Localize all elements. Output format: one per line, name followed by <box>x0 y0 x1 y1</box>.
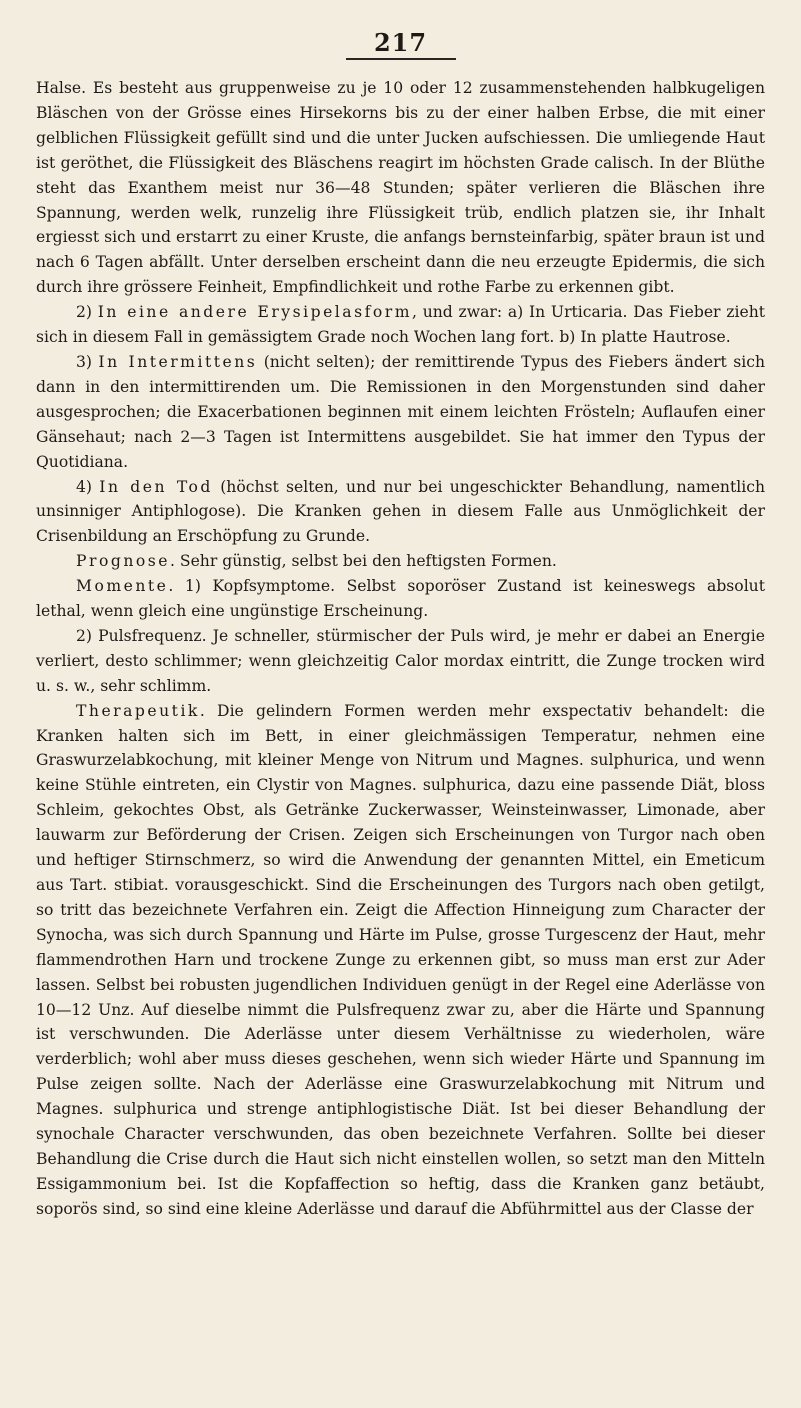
paragraph-5 <box>36 549 765 574</box>
paragraph-text: Halse. Es besteht aus gruppenweise zu je 10 oder 12 zusammenstehenden halbkugeligen Bläschen von der Grösse eines Hirsekorns bis zu der einer halben Erbse, die mit einer gelblichen Flüssigkeit gefüllt sind und die unter Jucken aufschiessen. Die umliegende Haut ist geröthet, die Flüssigkeit des Bläschens reagirt im höchsten Grade calisch. In der Blüthe steht das Exanthem meist nur 36—48 Stunden; später verlieren die Bläschen ihre Spannung, werden welk, runzelig ihre Flüssigkeit trüb, endlich platzen sie, ihr Inhalt ergiesst sich und erstarrt zu einer Kruste, die anfangs bernsteinfarbig, später braun ist und nach 6 Tagen abfällt. Unter derselben erscheint dann die neu erzeugte Epidermis, die sich durch ihre grössere Feinheit, Empfindlichkeit und rothe Farbe zu erkennen gibt. <box>36 79 765 297</box>
body-text <box>36 76 765 1222</box>
paragraph-4 <box>36 475 765 550</box>
paragraph-text: . 1) Kopfsymptome. Selbst soporöser Zustand ist keineswegs absolut lethal, wenn gleich eine ungünstige Erscheinung. <box>36 577 765 621</box>
paragraph-lead: 2) <box>76 303 98 322</box>
paragraph-text: (höchst selten, und nur bei ungeschickter Behandlung, namentlich unsinniger Antiphlogose). Die Kranken gehen in diesem Falle aus Unmöglichkeit der Crisenbildung an Erschöpfung zu Grunde. <box>36 477 765 546</box>
spaced-heading: Momente <box>76 577 169 596</box>
spaced-heading: Prognose <box>76 552 170 571</box>
page-number: 217 <box>346 30 456 60</box>
paragraph-text: . Die gelindern Formen werden mehr exspectativ behandelt: die Kranken halten sich im Bett, in einer gleichmässigen Temperatur, nehmen eine Graswurzelabkochung, mit kleiner Menge von Nitrum und Magnes. sulphurica, und wenn keine Stühle eintreten, ein Clystir von Magnes. sulphurica, dazu eine passende Diät, bloss Schleim, gekochtes Obst, als Getränke Zuckerwasser, Weinsteinwasser, Limonade, aber lauwarm zur Beförderung der Crisen. Zeigen sich Erscheinungen von Turgor nach oben und heftiger Stirnschmerz, so wird die Anwendung der genannten Mittel, ein Emeticum aus Tart. stibiat. vorausgeschickt. Sind die Erscheinungen des Turgors nach oben getilgt, so tritt das bezeichnete Verfahren ein. Zeigt die Affection Hinneigung zum Character der Synocha, was sich durch Spannung und Härte im Pulse, grosse Turgescenz der Haut, mehr flammendrothen Harn und trockene Zunge zu erkennen gibt, so muss man erst zur Ader lassen. Selbst bei robusten jugendlichen Individuen genügt in der Regel eine Aderlässe von 10—12 Unz. Auf dieselbe nimmt die Pulsfrequenz zwar zu, aber die Härte und Spannung ist verschwunden. Die Aderlässe unter diesem Verhältnisse zu wiederholen, wäre verderblich; wohl aber muss dieses geschehen, wenn sich wieder Härte und Spannung im Pulse zeigen sollte. Nach der Aderlässe eine Graswurzelabkochung mit Nitrum und Magnes. sulphurica und strenge antiphlogistische Diät. Ist bei dieser Behandlung der synochale Character verschwunden, das oben bezeichnete Verfahren. Sollte bei dieser Behandlung die Crise durch die Haut sich nicht einstellen wollen, so setzt man den Mitteln Essigammonium bei. Ist die Kopfaffection so heftig, dass die Kranken ganz betäubt, soporös sind, so sind eine kleine Aderlässe und darauf die Abführmittel aus der Classe der <box>36 701 765 1218</box>
paragraph-text: (nicht selten); der remittirende Typus des Fiebers ändert sich dann in den intermittirenden um. Die Remissionen in den Morgenstunden sind daher ausgesprochen; die Exacerbationen beginnen mit einem leichten Frösteln; Auflaufen einer Gänsehaut; nach 2—3 Tagen ist Intermittens ausgebildet. Sie hat immer den Typus der Quotidiana. <box>36 352 765 471</box>
paragraph-7 <box>36 624 765 699</box>
spaced-heading: Therapeutik <box>76 701 200 720</box>
paragraph-2 <box>36 300 765 350</box>
paragraph-3 <box>36 350 765 475</box>
paragraph-1 <box>36 76 765 300</box>
spaced-heading: In den Tod <box>99 477 213 496</box>
paragraph-lead: 4) <box>76 477 100 496</box>
paragraph-text: , und zwar: a) In Urticaria. Das Fieber zieht sich in diesem Fall in gemässigtem Grade noch Wochen lang fort. b) In platte Hautrose. <box>36 303 765 347</box>
spaced-heading: In Intermittens <box>98 352 258 371</box>
paragraph-8 <box>36 699 765 1222</box>
paragraph-text: 2) Pulsfrequenz. Je schneller, stürmischer der Puls wird, je mehr er dabei an Energie verliert, desto schlimmer; wenn gleichzeitig Calor mordax eintritt, die Zunge trocken wird u. s. w., sehr schlimm. <box>36 626 765 695</box>
spaced-heading: In eine andere Erysipelasform <box>97 303 412 322</box>
paragraph-6 <box>36 574 765 624</box>
paragraph-text: . Sehr günstig, selbst bei den heftigsten Formen. <box>169 552 557 571</box>
paragraph-lead: 3) <box>76 352 99 371</box>
